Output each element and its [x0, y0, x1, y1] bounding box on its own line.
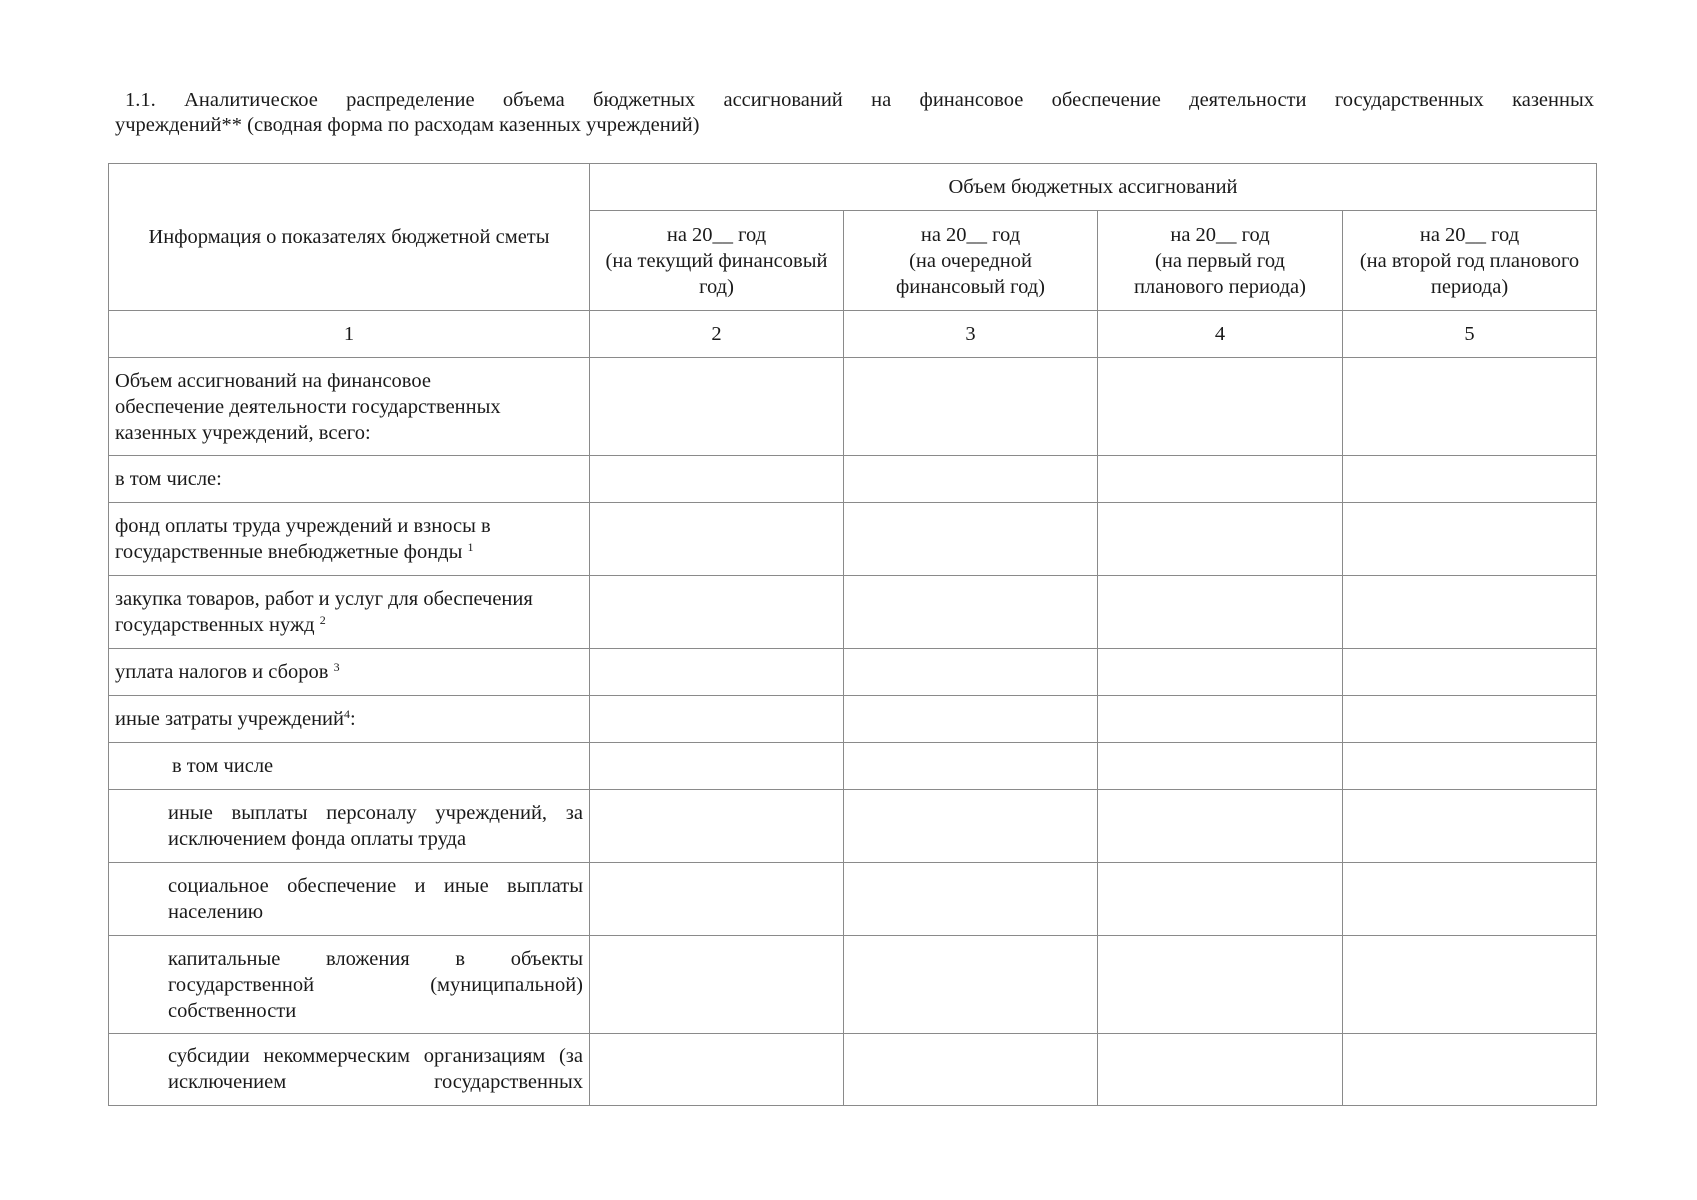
table-row: [109, 456, 1597, 503]
table-row: [109, 863, 1597, 936]
footnote-marker: 1: [467, 540, 474, 554]
value-cell[interactable]: [1098, 790, 1343, 863]
row-label-text: в том числе: [172, 755, 274, 777]
value-cell[interactable]: [844, 863, 1098, 936]
value-cell[interactable]: [1098, 649, 1343, 696]
section-heading: [115, 88, 1594, 138]
footnote-marker: 4: [344, 707, 351, 721]
value-cell[interactable]: [844, 936, 1098, 1034]
row-label-text: субсидии некоммерческим организациям (за исключением государственных: [168, 1045, 583, 1093]
footnote-marker: 3: [333, 660, 340, 674]
heading-line-2: учреждений** (сводная форма по расходам казенных учреждений): [115, 114, 700, 136]
year-header-text: (на второй год планового: [1359, 249, 1580, 272]
value-cell[interactable]: [590, 649, 844, 696]
value-cell[interactable]: [1343, 743, 1597, 790]
value-cell[interactable]: [1343, 576, 1597, 649]
footnote-marker: 2: [319, 613, 326, 627]
table-row: [109, 696, 1597, 743]
value-cell[interactable]: [1098, 456, 1343, 503]
year-header-next: [844, 211, 1098, 311]
value-cell[interactable]: [590, 696, 844, 743]
value-cell[interactable]: [1098, 863, 1343, 936]
value-cell[interactable]: [590, 863, 844, 936]
row-label-text: государственных нужд: [115, 614, 315, 636]
row-label-social-payments: [109, 863, 590, 936]
column-number: 2: [590, 311, 844, 358]
table-row: [109, 743, 1597, 790]
year-header-text: на 20__ год: [920, 223, 1021, 246]
year-header-current: [590, 211, 844, 311]
value-cell[interactable]: [844, 456, 1098, 503]
row-label-text: фонд оплаты труда учреждений и взносы в: [115, 515, 491, 537]
row-label-text: Объем ассигнований на финансовое: [115, 369, 431, 392]
year-header-text: на 20__ год: [1419, 223, 1520, 246]
info-header: Информация о показателях бюджетной сметы: [148, 226, 550, 248]
value-cell[interactable]: [1098, 503, 1343, 576]
row-label-text: обеспечение деятельности государственных: [115, 395, 501, 418]
table-row: [109, 790, 1597, 863]
row-label-text: казенных учреждений, всего:: [115, 421, 371, 444]
value-cell[interactable]: [1098, 743, 1343, 790]
row-label-text: социальное обеспечение и иные выплаты населению: [168, 875, 583, 923]
year-header-text: на 20__ год: [1170, 223, 1270, 246]
row-label-text: иные выплаты персоналу учреждений, за исключением фонда оплаты труда: [168, 802, 583, 850]
value-cell[interactable]: [844, 696, 1098, 743]
value-cell[interactable]: [844, 743, 1098, 790]
value-cell[interactable]: [590, 790, 844, 863]
row-label-staff-payments: [109, 790, 590, 863]
year-header-text: (на текущий финансовый: [605, 249, 828, 272]
value-cell[interactable]: [1098, 936, 1343, 1034]
value-cell[interactable]: [844, 649, 1098, 696]
year-header-text: финансовый год): [895, 275, 1045, 298]
value-cell[interactable]: [1343, 358, 1597, 456]
year-header-plan-2: [1343, 211, 1597, 311]
info-header-cell: [109, 164, 590, 311]
table-row: [109, 503, 1597, 576]
heading-line-1: 1.1. Аналитическое распределение объема бюджетных ассигнований на финансовое обеспечение деятельности государственных казенных: [125, 89, 1594, 111]
value-cell[interactable]: [1343, 790, 1597, 863]
value-cell[interactable]: [844, 1034, 1098, 1106]
row-label-other-costs: [109, 696, 590, 743]
value-cell[interactable]: [590, 1034, 844, 1106]
value-cell[interactable]: [1343, 936, 1597, 1034]
value-cell[interactable]: [590, 503, 844, 576]
header-row-1: [109, 164, 1597, 211]
row-label-text: иные затраты учреждений: [115, 708, 345, 730]
column-number: 5: [1343, 311, 1597, 358]
table-row: [109, 358, 1597, 456]
row-label-procurement: [109, 576, 590, 649]
column-number: 3: [844, 311, 1098, 358]
value-cell[interactable]: [844, 576, 1098, 649]
value-cell[interactable]: [844, 790, 1098, 863]
volume-header-cell: [590, 164, 1597, 211]
value-cell[interactable]: [1343, 863, 1597, 936]
table-row: [109, 576, 1597, 649]
row-label-including-sub: [109, 743, 590, 790]
column-number: 4: [1098, 311, 1343, 358]
column-number: 1: [109, 311, 590, 358]
year-header-plan-1: [1098, 211, 1343, 311]
value-cell[interactable]: [1343, 1034, 1597, 1106]
row-label-text: капитальные вложения в объекты государственной (муниципальной) собственности: [168, 947, 583, 1022]
budget-allocation-table: [108, 163, 1597, 1106]
year-header-text: планового периода): [1134, 275, 1306, 298]
value-cell[interactable]: [1098, 576, 1343, 649]
row-label-payroll: [109, 503, 590, 576]
value-cell[interactable]: [1098, 358, 1343, 456]
table-row: [109, 649, 1597, 696]
row-label-total: [109, 358, 590, 456]
value-cell[interactable]: [844, 358, 1098, 456]
row-label-suffix: :: [350, 708, 356, 730]
row-label-subsidies: [109, 1034, 590, 1106]
table-row: [109, 1034, 1597, 1106]
table-row: [109, 936, 1597, 1034]
value-cell[interactable]: [844, 503, 1098, 576]
value-cell[interactable]: [1343, 649, 1597, 696]
year-header-text: (на первый год: [1155, 249, 1285, 272]
row-label-taxes: [109, 649, 590, 696]
year-header-text: год): [699, 275, 734, 298]
value-cell[interactable]: [1098, 1034, 1343, 1106]
year-header-text: на 20__ год: [666, 223, 767, 246]
value-cell[interactable]: [590, 456, 844, 503]
value-cell[interactable]: [590, 576, 844, 649]
value-cell[interactable]: [1343, 503, 1597, 576]
row-label-including: [109, 456, 590, 503]
row-label-capital-investment: [109, 936, 590, 1034]
value-cell[interactable]: [590, 743, 844, 790]
value-cell[interactable]: [590, 936, 844, 1034]
year-header-text: периода): [1430, 275, 1509, 298]
year-header-text: (на очередной: [909, 249, 1032, 272]
value-cell[interactable]: [590, 358, 844, 456]
column-number-row: [109, 311, 1597, 358]
row-label-text: закупка товаров, работ и услуг для обеспечения: [115, 588, 533, 610]
row-label-text: уплата налогов и сборов: [115, 661, 329, 683]
row-label-text: государственные внебюджетные фонды: [115, 541, 463, 563]
value-cell[interactable]: [1343, 456, 1597, 503]
row-label-text: в том числе:: [115, 468, 222, 490]
value-cell[interactable]: [1343, 696, 1597, 743]
value-cell[interactable]: [1098, 696, 1343, 743]
volume-header: Объем бюджетных ассигнований: [948, 176, 1238, 198]
